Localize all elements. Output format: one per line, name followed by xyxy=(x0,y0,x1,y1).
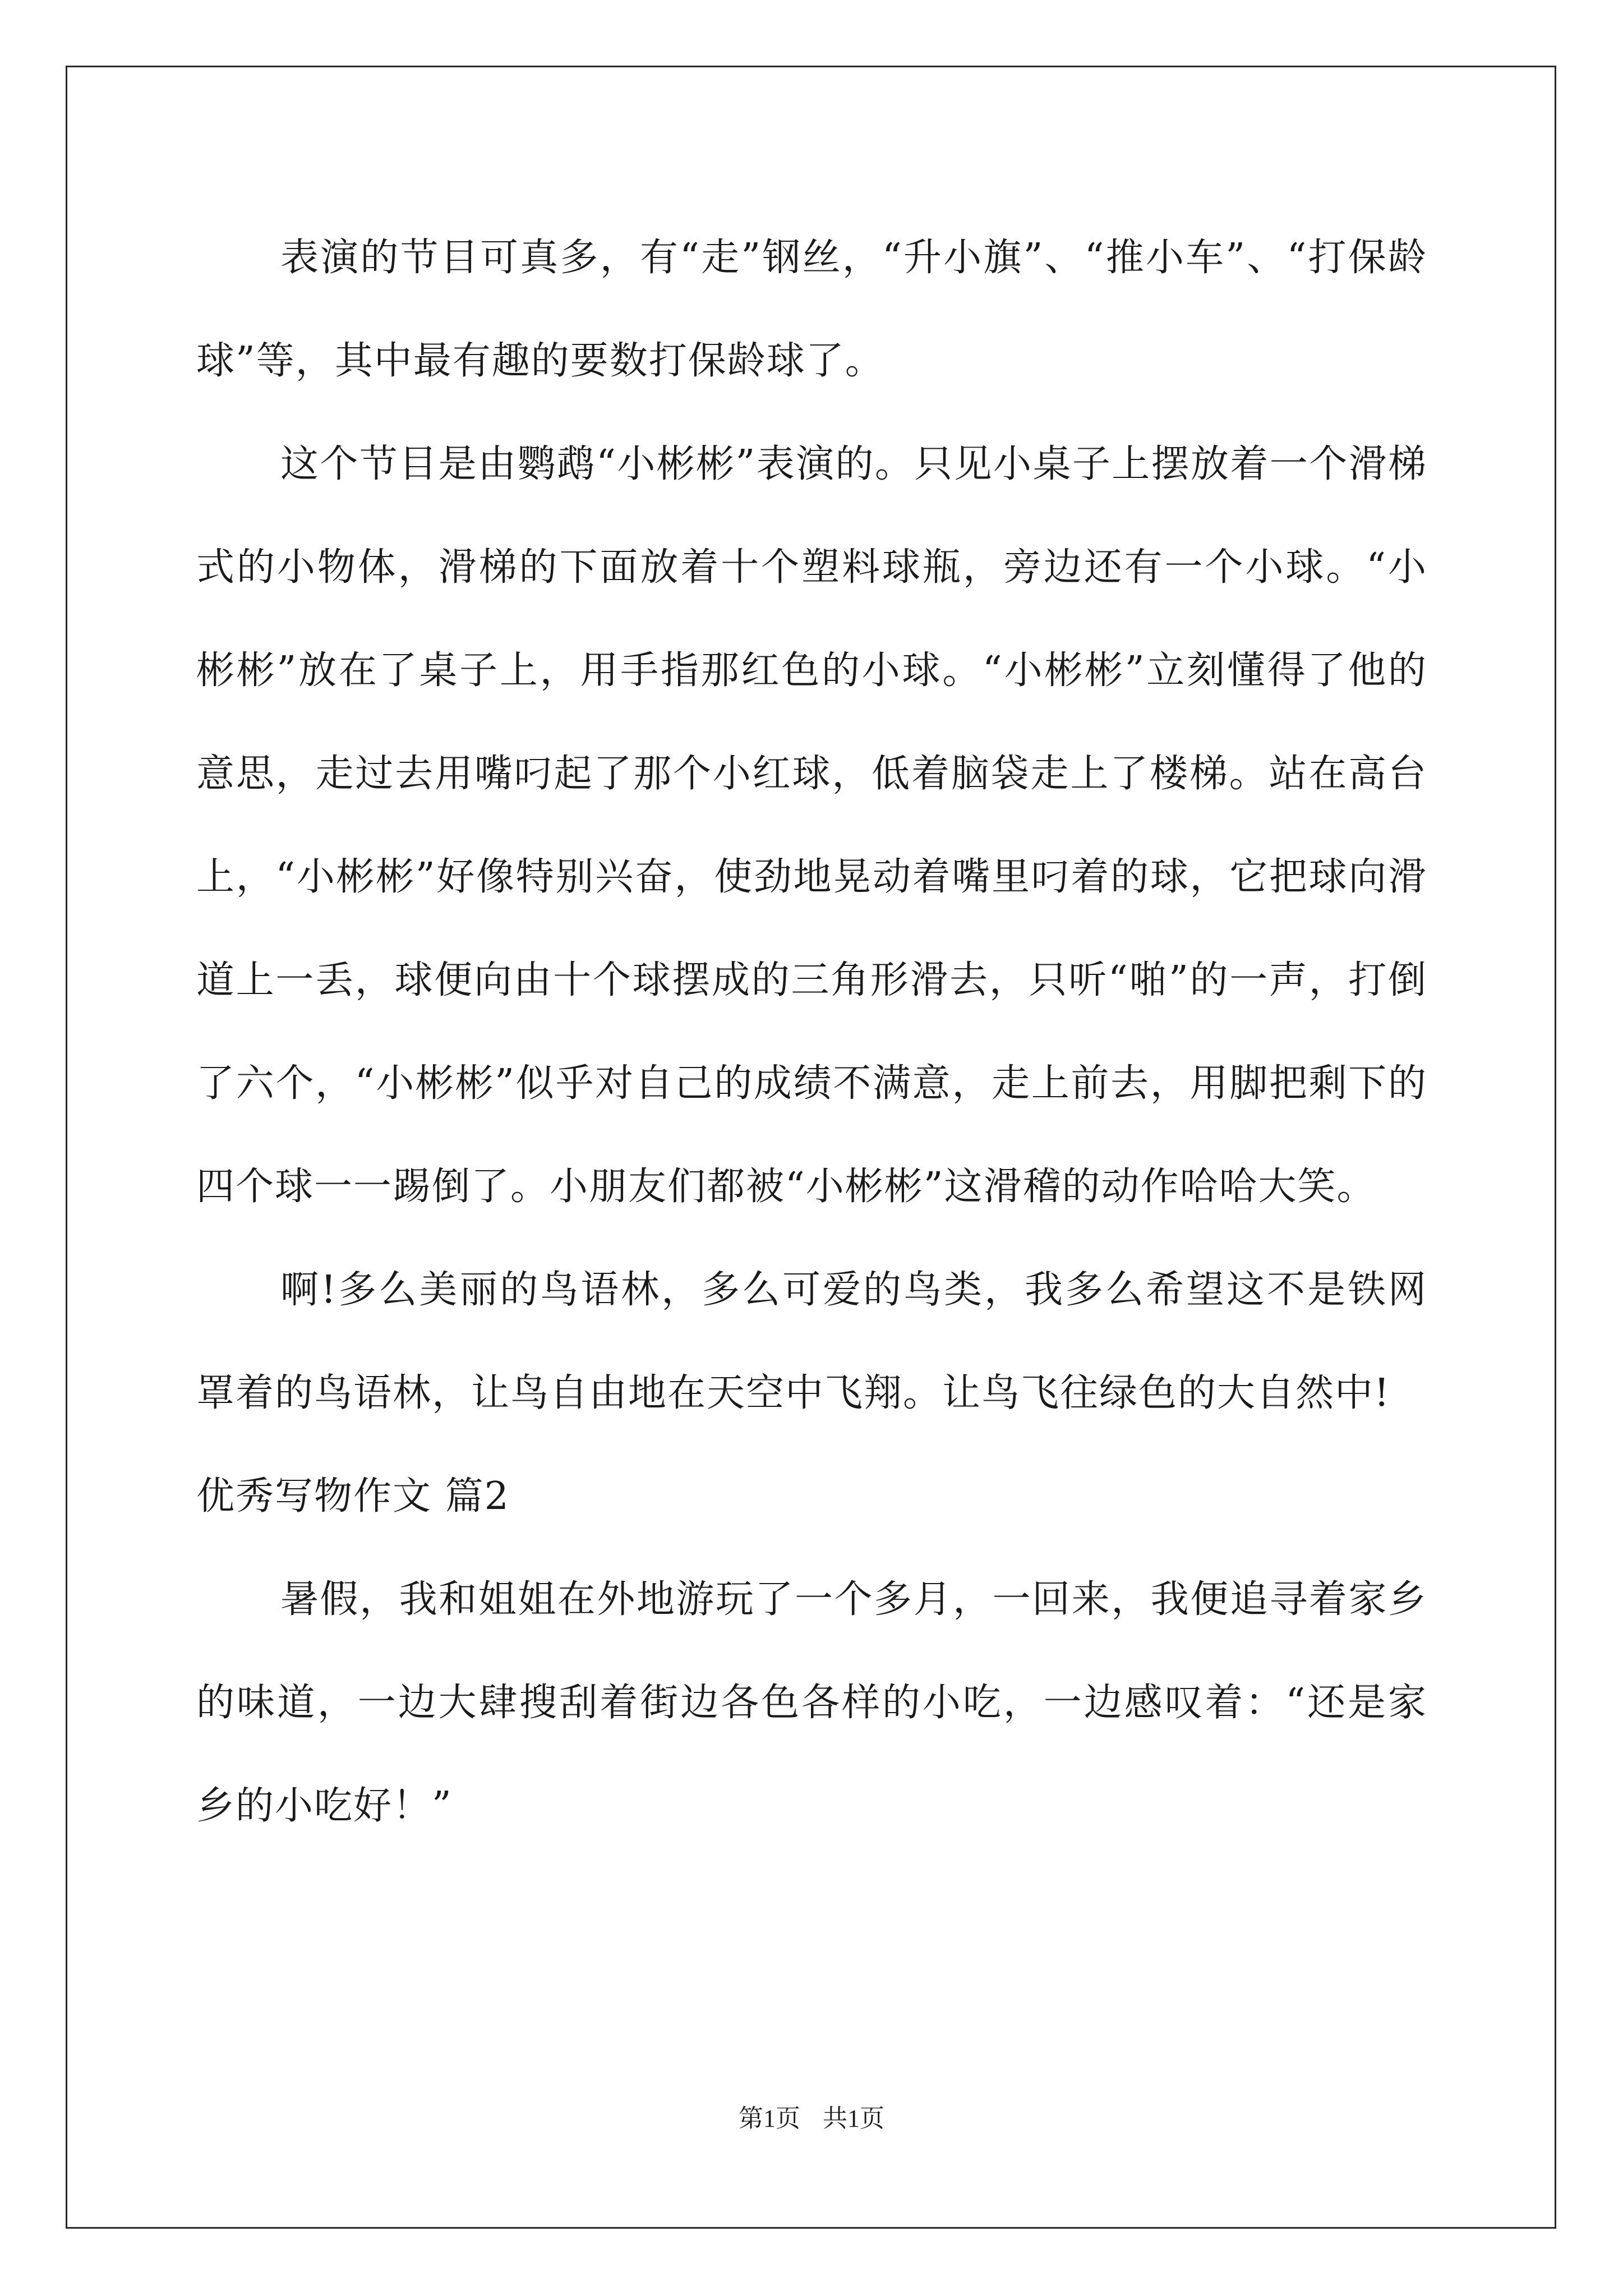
paragraph: 啊!多么美丽的鸟语林，多么可爱的鸟类，我多么希望这不是铁网罩着的鸟语林，让鸟自由地在天空中飞翔。让鸟飞往绿色的大自然中! xyxy=(196,1268,1427,1415)
document-body xyxy=(196,206,1427,1858)
paragraph: 暑假，我和姐姐在外地游玩了一个多月，一回来，我便追寻着家乡的味道，一边大肆搜刮着街边各色各样的小吃，一边感叹着：“还是家乡的小吃好！” xyxy=(196,1577,1427,1828)
section-heading: 优秀写物作文 篇2 xyxy=(196,1474,510,1519)
page-number: 第1页 xyxy=(739,2105,800,2132)
page-total: 共1页 xyxy=(823,2105,884,2132)
page-footer xyxy=(0,2098,1623,2134)
paragraph: 这个节目是由鹦鹉“小彬彬”表演的。只见小桌子上摆放着一个滑梯式的小物体，滑梯的下面放着十个塑料球瓶，旁边还有一个小球。“小彬彬”放在了桌子上，用手指那红色的小球。“小彬彬”立刻懂得了他的意思，走过去用嘴叼起了那个小红球，低着脑袋走上了楼梯。站在高台上，“小彬彬”好像特别兴奋，使劲地晃动着嘴里叼着的球，它把球向滑道上一丢，球便向由十个球摆成的三角形滑去，只听“啪”的一声，打倒了六个，“小彬彬”似乎对自己的成绩不满意，走上前去，用脚把剩下的四个球一一踢倒了。小朋友们都被“小彬彬”这滑稽的动作哈哈大笑。 xyxy=(196,442,1427,1209)
paragraph: 表演的节目可真多，有“走”钢丝，“升小旗”、“推小车”、“打保龄球”等，其中最有趣的要数打保龄球了。 xyxy=(196,236,1427,383)
